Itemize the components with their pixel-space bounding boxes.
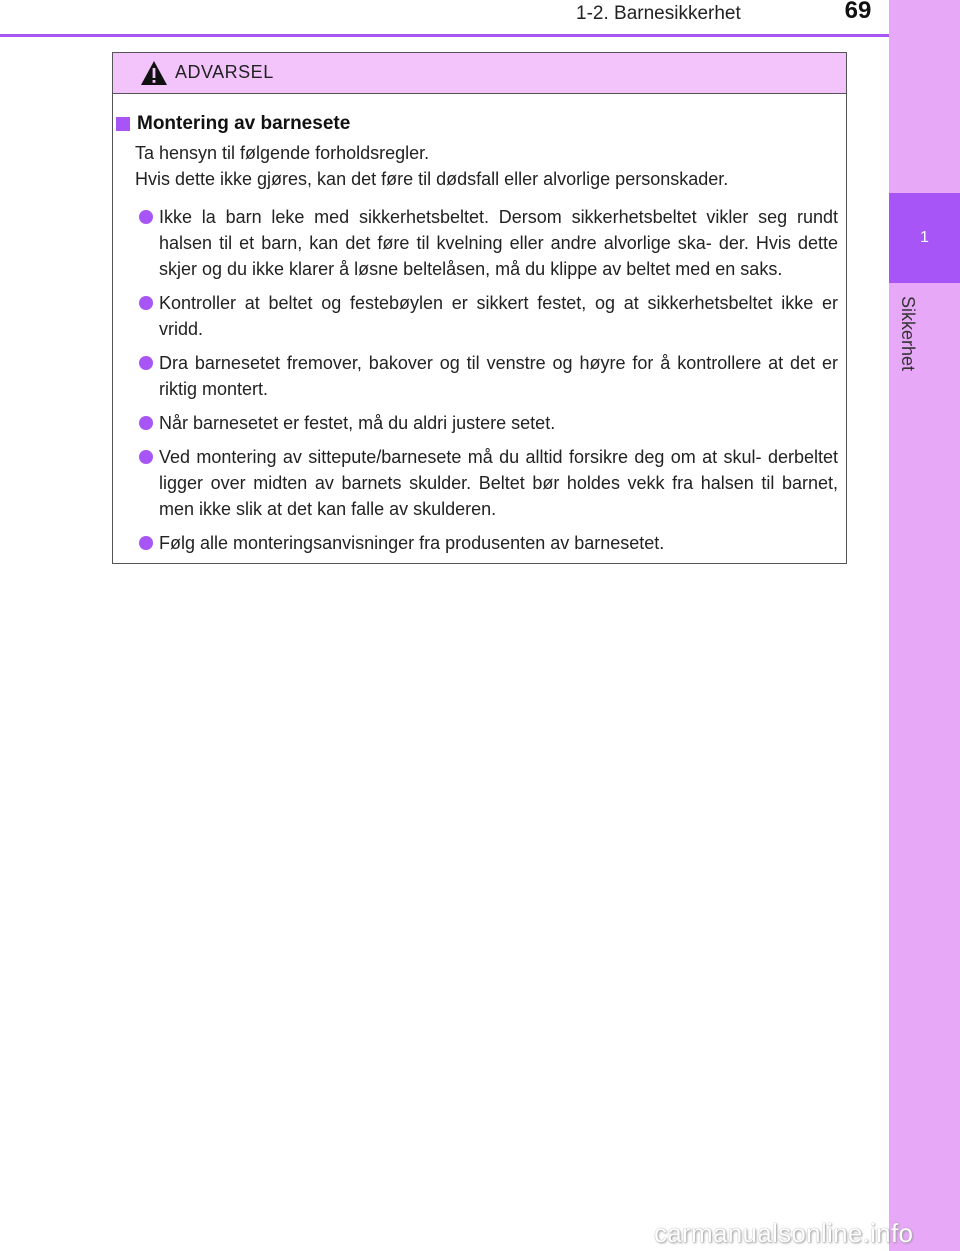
page-number: 69 <box>844 0 872 24</box>
bullet-text: Dra barnesetet fremover, bakover og til venstre og høyre for å kontrollere at det er riktig montert. <box>159 353 838 399</box>
circle-bullet-icon <box>139 296 153 310</box>
bullet-text: Ved montering av sittepute/barnesete må du alltid forsikre deg om at skul- derbeltet ligger over midten av barnets skulder. Beltet bør holdes vekk fra halsen til barnet, men ikke slik at det kan falle av skulderen. <box>159 447 838 519</box>
warning-box <box>112 52 847 564</box>
section-heading-text: Montering av barnesete <box>137 113 351 134</box>
bullet-item <box>113 444 846 522</box>
intro-line: Hvis dette ikke gjøres, kan det føre til dødsfall eller alvorlige personskader. <box>135 169 729 189</box>
warning-header <box>113 53 846 94</box>
bullet-item <box>113 530 846 556</box>
bullet-item <box>113 204 846 282</box>
chapter-number: 1 <box>920 229 929 246</box>
bullet-text: Ikke la barn leke med sikkerhetsbeltet. Dersom sikkerhetsbeltet vikler seg rundt halsen til et barn, kan det føre til kvelning eller andre alvorlige ska- der. Hvis dette skjer og du ikke klarer å løsne beltelåsen, må du klippe av beltet med en saks. <box>159 207 838 279</box>
chapter-label: Sikkerhet <box>898 296 918 372</box>
bullet-text: Kontroller at beltet og festebøylen er sikkert festet, og at sikkerhetsbeltet ikke er vridd. <box>159 293 838 339</box>
circle-bullet-icon <box>139 536 153 550</box>
warning-title: ADVARSEL <box>175 62 274 82</box>
circle-bullet-icon <box>139 416 153 430</box>
circle-bullet-icon <box>139 210 153 224</box>
warning-bullet-list <box>113 204 846 556</box>
header-divider <box>0 34 889 37</box>
bullet-text: Følg alle monteringsanvisninger fra produsenten av barnesetet. <box>159 533 665 553</box>
watermark[interactable]: carmanualsonline.info <box>654 1218 914 1248</box>
bullet-item <box>113 350 846 402</box>
bullet-text: Når barnesetet er festet, må du aldri justere setet. <box>159 413 556 433</box>
bullet-item <box>113 290 846 342</box>
circle-bullet-icon <box>139 450 153 464</box>
intro-text <box>135 140 846 192</box>
square-bullet-icon <box>116 117 130 131</box>
bullet-item <box>113 410 846 436</box>
section-title: 1-2. Barnesikkerhet <box>576 3 741 24</box>
intro-line: Ta hensyn til følgende forholdsregler. <box>135 143 430 163</box>
side-tab-strip <box>889 0 960 1251</box>
circle-bullet-icon <box>139 356 153 370</box>
section-heading <box>116 112 846 136</box>
warning-triangle-icon <box>140 60 168 86</box>
warning-body <box>113 94 846 556</box>
